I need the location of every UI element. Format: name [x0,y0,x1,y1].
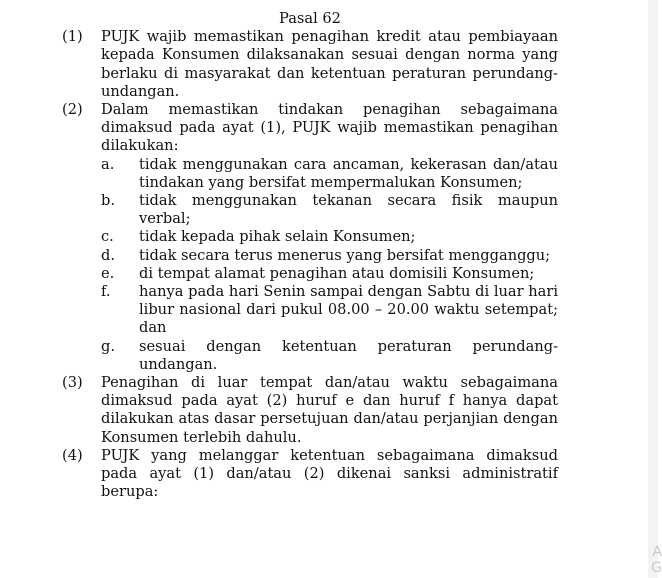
item-text: tidak menggunakan tekanan secara fisik maupun verbal; [139,192,558,228]
watermark-line-2: G [651,560,662,576]
list-item [101,283,558,338]
item-letter: e. [101,264,115,282]
paragraph-content [101,101,558,374]
list-item [101,156,558,192]
page-edge-shadow [648,0,658,578]
list-item [101,228,558,246]
paragraph-4 [62,447,558,502]
paragraph-text: Penagihan di luar tempat dan/atau waktu sebagaimana dimaksud pada ayat (2) huruf e dan huruf f hanya dapat dilakukan atas dasar persetujuan dan/atau perjanjian dengan Konsumen terlebih dahulu. [101,374,558,446]
activation-watermark [651,544,662,576]
item-letter: a. [101,155,115,173]
item-text: tidak kepada pihak selain Konsumen; [139,228,416,246]
item-text: sesuai dengan ketentuan peraturan perundang-undangan. [139,337,558,373]
article-title: Pasal 62 [279,10,341,27]
paragraph-number: (3) [62,374,83,392]
paragraph-number: (2) [62,101,83,119]
paragraph-text: PUJK wajib memastikan penagihan kredit atau pembiayaan kepada Konsumen dilaksanakan sesuai dengan norma yang berlaku di masyarakat dan ketentuan peraturan perundang-undangan. [101,28,558,100]
paragraph-number: (1) [62,28,83,46]
list-item [101,265,558,283]
document-body [62,10,558,501]
sub-item-list [101,156,558,374]
paragraph-text: Dalam memastikan tindakan penagihan sebagaimana dimaksud pada ayat (1), PUJK wajib memastikan penagihan dilakukan: [101,101,558,155]
item-text: tidak secara terus menerus yang bersifat mengganggu; [139,246,551,264]
item-text: di tempat alamat penagihan atau domisili Konsumen; [139,264,535,282]
paragraph-3 [62,374,558,447]
item-text: hanya pada hari Senin sampai dengan Sabtu di luar hari libur nasional dari pukul 08.00 – 20.00 waktu setempat; dan [139,283,558,337]
paragraph-text: PUJK yang melanggar ketentuan sebagaimana dimaksud pada ayat (1) dan/atau (2) dikenai sanksi administratif berupa: [101,446,558,501]
paragraph-number: (4) [62,446,83,464]
item-letter: g. [101,337,115,355]
paragraph-2 [62,101,558,374]
item-letter: c. [101,228,114,246]
list-item [101,338,558,374]
list-item [101,192,558,228]
watermark-line-1: A [652,544,662,560]
item-text: tidak menggunakan cara ancaman, kekerasan dan/atau tindakan yang bersifat mempermalukan Konsumen; [139,155,558,191]
paragraph-1 [62,28,558,101]
item-letter: f. [101,283,111,301]
list-item [101,247,558,265]
item-letter: d. [101,246,115,264]
item-letter: b. [101,192,115,210]
